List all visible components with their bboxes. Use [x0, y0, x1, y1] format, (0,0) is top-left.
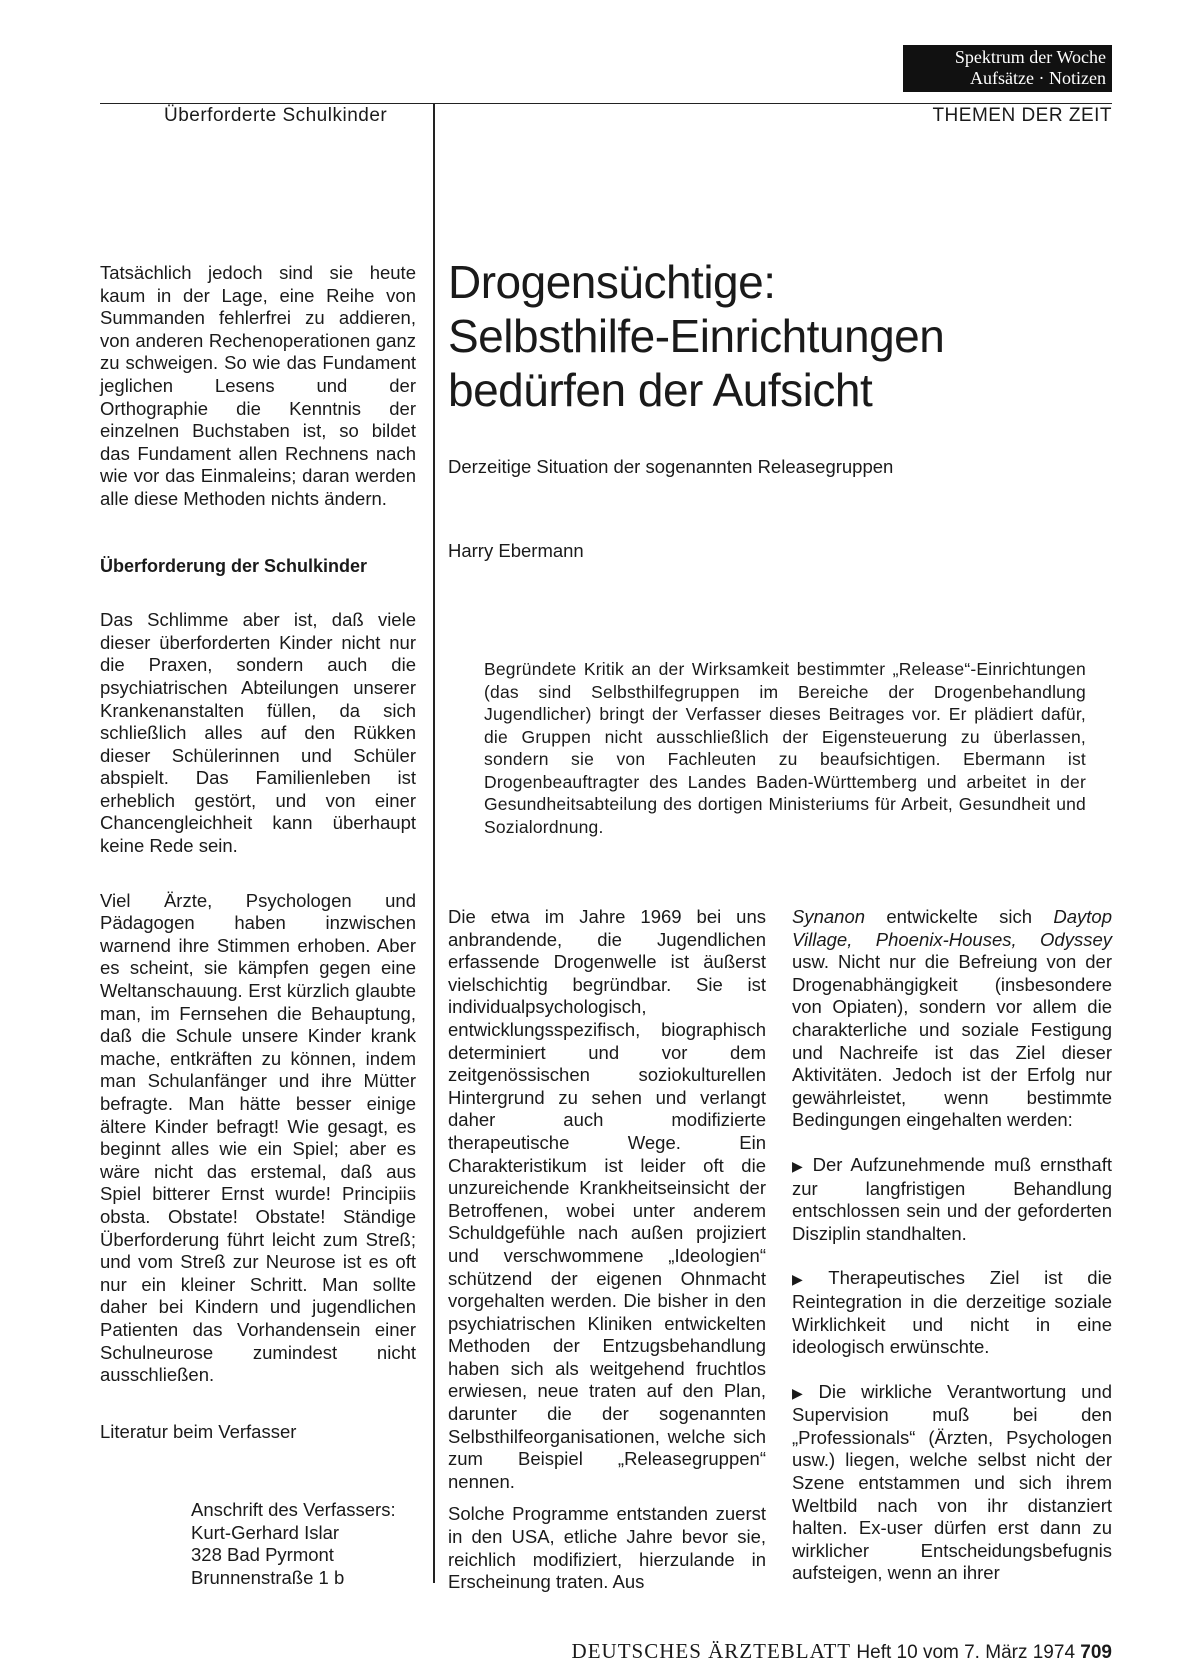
column-divider [433, 103, 435, 1583]
left-paragraph-1: Tatsächlich jedoch sind sie heute kaum in der Lage, eine Reihe von Summanden fehlerfrei zu addieren, von anderen Rechenoperationen ganz zu schweigen. So wie das Fundament jeglichen Lesens und der Orthographie die Kenntnis der einzelnen Buchstaben ist, so bildet das Fundament allen Rechnens nach wie vor das Einmaleins; daran werden alle diese Methoden nichts ändern. [100, 262, 416, 509]
bullet-item-1 [792, 1154, 1112, 1245]
address-label: Anschrift des Verfassers: [191, 1499, 396, 1520]
running-header-right: THEMEN DER ZEIT [932, 105, 1112, 126]
section-heading: Überforderung der Schulkinder [100, 555, 368, 576]
right-text-2: usw. Nicht nur die Befreiung von der Drogenabhängigkeit (insbesondere von Opiaten), sondern vor allem die charakterliche und soziale Festigung und Nachreife ist das Ziel dieser Aktivitäten. Jedoch ist der Erfolg nur gewährleistet, wenn bestimmte Bedingungen eingehalten werden: [792, 951, 1112, 1131]
bullet-text-1: Der Aufzunehmende muß ernsthaft zur langfristigen Behandlung entschlossen sein und der geforderten Disziplin standhalten. [792, 1153, 1112, 1244]
title-line-1: Drogensüchtige: [448, 256, 776, 308]
magazine-name: DEUTSCHES ÄRZTEBLATT [571, 1639, 852, 1663]
bullet-item-2 [792, 1267, 1112, 1358]
title-line-2: Selbsthilfe-Einrichtungen [448, 310, 945, 362]
running-header-left: Überforderte Schulkinder [164, 105, 388, 126]
bullet-text-2: Therapeutisches Ziel ist die Reintegration in die derzeitige soziale Wirklichkeit und nicht in eine ideologisch erwünschte. [792, 1267, 1112, 1358]
badge-line-2: Aufsätze · Notizen [970, 68, 1106, 88]
article-title [448, 255, 1108, 417]
address-street: Brunnenstraße 1 b [191, 1566, 345, 1588]
article-abstract: Begründete Kritik an der Wirksamkeit bestimmter „Release“-Einrichtungen (das sind Selbsthilfegruppen im Bereiche der Drogenbehandlung Jugendlicher) bringt der Verfasser dieses Beitrages vor. Er plädiert dafür, die Gruppen nicht ausschließlich der Eigensteuerung zu überlassen, sondern sie von Fachleuten zu beaufsichtigen. Ebermann ist Drogenbeauftragter des Landes Baden-Württemberg und arbeitet in der Gesundheitsabteilung des dortigen Ministeriums für Arbeit, Gesundheit und Sozialordnung. [484, 659, 1086, 837]
triangle-bullet-icon: ▶ [792, 1384, 813, 1401]
badge-line-1: Spektrum der Woche [954, 47, 1106, 67]
middle-paragraph-1: Die etwa im Jahre 1969 bei uns anbrandende, die Jugendlichen erfassende Drogenwelle ist äußerst vielschichtig begründbar. Sie ist individualpsychologisch, entwicklungsspezifisch, biographisch determiniert und vor dem zeitgenössischen soziokulturellen Hintergrund zu sehen und verlangt daher auch modifizierte therapeutische Wege. Ein Charakteristikum ist leider oft die unzureichende Krankheitseinsicht der Betroffenen, wobei unter anderem Schuldgefühle nach außen projiziert und verschwommene „Ideologien“ schützend der eigenen Ohnmacht vorgehalten werden. Die bisher in den psychiatrischen Kliniken entwickelten Methoden der Entzugsbehandlung haben sich als weitgehend fruchtlos erwiesen, neue traten auf den Plan, darunter die der sogenannten Selbsthilfeorganisationen, welche sich zum Beispiel „Releasegruppen“ nennen. [448, 906, 766, 1492]
literature-note: Literatur beim Verfasser [100, 1420, 297, 1442]
page-footer [572, 1639, 1112, 1664]
address-city: 328 Bad Pyrmont [191, 1544, 334, 1566]
title-line-3: bedürfen der Aufsicht [448, 364, 873, 416]
triangle-bullet-icon: ▶ [792, 1157, 807, 1174]
page-number: 709 [1080, 1642, 1112, 1663]
article-subtitle: Derzeitige Situation der sogenannten Releasegruppen [448, 456, 894, 477]
address-name: Kurt-Gerhard Islar [191, 1521, 340, 1543]
right-em-2: Daytop Village, Phoenix-Houses, Odyssey [792, 906, 1112, 950]
bullet-text-3: Die wirkliche Verantwortung und Supervision muß bei den „Professionals“ (Ärzten, Psychologen usw.) liegen, welche selbst nicht der Szene entstammen und sich ihrem Weltbild nach von ihr distanziert halten. Ex-user dürfen erst dann zu wirklicher Entscheidungsbefugnis aufsteigen, wenn an ihrer [792, 1380, 1112, 1584]
triangle-bullet-icon: ▶ [792, 1271, 823, 1288]
right-text-1: entwickelte sich [865, 906, 1054, 927]
issue-info: Heft 10 vom 7. März 1974 [856, 1642, 1076, 1663]
section-badge [903, 45, 1112, 92]
right-column [792, 906, 1112, 1607]
middle-paragraph-2: Solche Programme entstanden zuerst in den USA, etliche Jahre bevor sie, reichlich modifiziert, hierzulande in Erscheinung traten. Aus [448, 1503, 766, 1593]
left-paragraph-2: Das Schlimme aber ist, daß viele dieser überforderten Kinder nicht nur die Praxen, sondern auch die psychiatrischen Abteilungen unserer Krankenanstalten füllen, da sich schließlich alles auf den Rükken dieser Schülerinnen und Schüler abspielt. Das Familienleben ist erheblich gestört, und von einer Chancengleichheit kann überhaupt keine Rede sein. [100, 609, 416, 857]
right-em-1: Synanon [792, 906, 866, 927]
left-column [100, 262, 416, 1465]
article-author: Harry Ebermann [448, 540, 584, 561]
header-rule [100, 103, 1112, 104]
author-address [191, 1499, 396, 1589]
right-paragraph-1 [792, 906, 1112, 1132]
middle-column [448, 906, 766, 1616]
bullet-item-3 [792, 1381, 1112, 1585]
left-paragraph-3: Viel Ärzte, Psychologen und Pädagogen haben inzwischen warnend ihre Stimmen erhoben. Aber es scheint, sie kämpfen gegen eine Weltanschauung. Erst kürzlich glaubte man, im Fernsehen die Behauptung, daß die Schule unsere Kinder krank mache, entkräften zu können, indem man Schulanfänger und ihre Mütter befragte. Man hätte besser einige ältere Kinder befragt! Wie gesagt, es beginnt alles wie ein Spiel; aber es wäre nicht das erstemal, daß aus Spiel bitterer Ernst wurde! Principiis obsta. Obstate! Obstate! Ständige Überforderung führt leicht zum Streß; und vom Streß zur Neurose ist es oft nur ein kleiner Schritt. Man sollte daher bei Kindern und jugendlichen Patienten das Vorhandensein einer Schulneurose zumindest nicht ausschließen. [100, 889, 416, 1386]
